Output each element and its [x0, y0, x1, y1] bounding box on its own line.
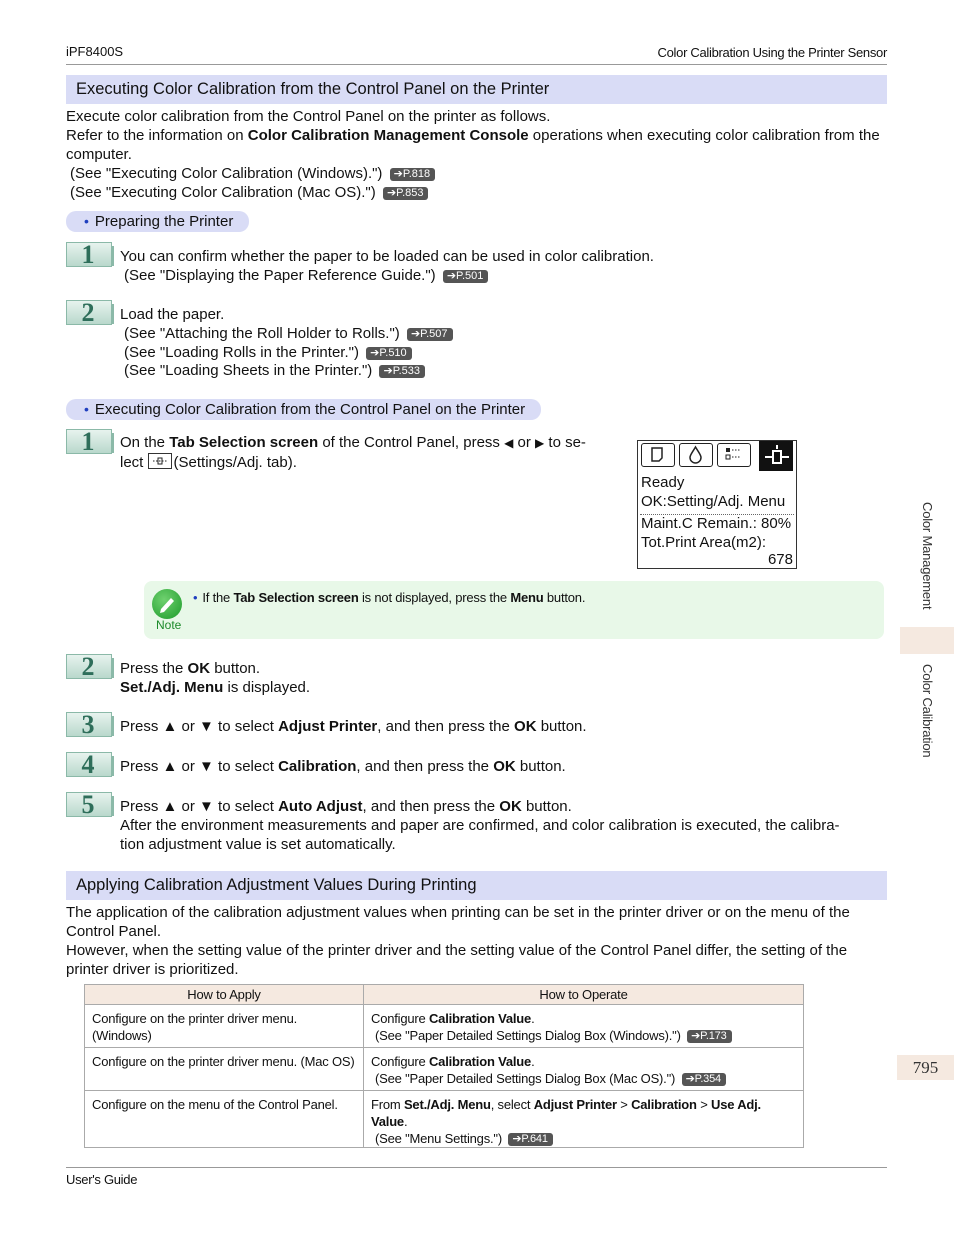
- table-ref[interactable]: [371, 1130, 796, 1147]
- bold-item: Calibration: [278, 758, 357, 775]
- ref-text: (See "Loading Sheets in the Printer."): [124, 362, 373, 379]
- paragraph-1: The application of the calibration adjustment values when printing can be set in the printer driver or on the menu of the Control Panel.: [66, 904, 850, 940]
- table-cell-operate: [364, 1005, 804, 1048]
- header-model: iPF8400S: [66, 44, 124, 59]
- section-title-applying: Applying Calibration Adjustment Values During Printing: [66, 871, 887, 900]
- text-run: >: [616, 1097, 632, 1112]
- step-2-text: [120, 659, 310, 697]
- bold-ok: OK: [499, 798, 522, 815]
- arrow-icon: ➔: [691, 1030, 701, 1042]
- text-run: If the: [202, 590, 234, 605]
- note-pencil-icon: [152, 589, 182, 619]
- ref-paper-guide[interactable]: [124, 266, 488, 285]
- bold-item: Adjust Printer: [278, 718, 378, 735]
- right-arrow-icon: ▶: [535, 436, 545, 450]
- lcd-print-area-label: Tot.Print Area(m2):: [641, 534, 767, 551]
- settings-tab-icon: [148, 453, 172, 469]
- ref-windows[interactable]: [70, 164, 435, 183]
- text-run: button.: [210, 660, 261, 677]
- ref-text: (See "Paper Detailed Settings Dialog Box (Windows)."): [375, 1028, 681, 1043]
- text-run: button.: [536, 718, 587, 735]
- text-run: is not displayed, press the: [358, 590, 511, 605]
- job-tab-icon: [717, 443, 751, 467]
- text-run: From: [371, 1097, 404, 1112]
- text-run: tion adjustment value is set automatically.: [120, 836, 396, 853]
- ref-loading-rolls[interactable]: [124, 343, 412, 362]
- text-run: , select: [490, 1097, 534, 1112]
- bold-item: Use Adj. Value: [371, 1097, 761, 1129]
- table-cell-apply: Configure on the printer driver menu. (Windows): [85, 1005, 364, 1048]
- bold-ok: OK: [493, 758, 516, 775]
- table-header-row: [85, 985, 804, 1005]
- column-header: How to Apply: [85, 985, 364, 1005]
- control-panel-display: [637, 440, 797, 569]
- step-number: 2: [66, 654, 112, 679]
- page-ref: P.501: [456, 270, 484, 282]
- step-number: 1: [66, 242, 112, 267]
- text-run: (Settings/Adj. tab).: [173, 454, 297, 471]
- bold-ok: OK: [514, 718, 537, 735]
- subsection-executing: [66, 399, 541, 420]
- ref-text: (See "Loading Rolls in the Printer."): [124, 344, 359, 361]
- page-link-pill[interactable]: [687, 1030, 731, 1043]
- page-link-pill[interactable]: [443, 270, 489, 283]
- text-run: Press ▲ or ▼ to select: [120, 758, 279, 775]
- text-run: lect: [120, 454, 148, 471]
- left-arrow-icon: ◀: [504, 436, 514, 450]
- ref-loading-sheets[interactable]: [124, 361, 425, 380]
- step-3-text: [120, 717, 587, 736]
- calibration-apply-table: [84, 984, 804, 1148]
- table-cell-operate: [364, 1048, 804, 1091]
- arrow-icon: ➔: [393, 168, 403, 180]
- bullet-icon: •: [84, 401, 89, 417]
- text-run: or: [513, 434, 536, 451]
- step-number: 3: [66, 712, 112, 737]
- lcd-maint-remain: Maint.C Remain.: 80%: [641, 515, 792, 532]
- page-ref: P.818: [402, 168, 431, 180]
- step-text: Load the paper.: [120, 306, 225, 323]
- text-run: is displayed.: [223, 679, 311, 696]
- text-run: , and then press the: [377, 718, 515, 735]
- text-run: Press ▲ or ▼ to select: [120, 718, 279, 735]
- subsection-title: Preparing the Printer: [94, 213, 234, 230]
- page-ref: P.641: [521, 1133, 548, 1145]
- note-text: [193, 590, 585, 606]
- page-link-pill[interactable]: [407, 328, 453, 341]
- bold-item: Set./Adj. Menu: [403, 1097, 491, 1112]
- bullet-icon: •: [193, 590, 198, 605]
- arrow-icon: ➔: [410, 328, 421, 340]
- table-row: [85, 1005, 804, 1048]
- page-ref: P.507: [420, 328, 448, 340]
- page-link-pill[interactable]: [508, 1133, 552, 1146]
- ref-mac[interactable]: [70, 183, 428, 202]
- side-tab-color-calibration[interactable]: Color Calibration: [920, 664, 935, 758]
- arrow-icon: ➔: [383, 365, 393, 377]
- intro-line-1: Execute color calibration from the Control Panel on the printer as follows.: [66, 108, 551, 125]
- text-run: >: [696, 1097, 712, 1112]
- side-tab-marker: [900, 627, 954, 654]
- arrow-icon: ➔: [446, 270, 457, 282]
- lcd-menu-hint: OK:Setting/Adj. Menu: [641, 493, 786, 510]
- footer-divider: [66, 1167, 887, 1168]
- ref-text: (See "Executing Color Calibration (Mac OS)."): [70, 184, 376, 201]
- page-link-pill[interactable]: [682, 1073, 726, 1086]
- intro-bold-console: Color Calibration Management Console: [247, 127, 529, 144]
- bold-tab-selection: Tab Selection screen: [233, 590, 359, 605]
- bullet-icon: •: [84, 213, 89, 229]
- page-ref: P.510: [379, 347, 407, 359]
- text-run: to se-: [544, 434, 586, 451]
- table-cell-apply: Configure on the printer driver menu. (Mac OS): [85, 1048, 364, 1091]
- bold-item: Auto Adjust: [278, 798, 363, 815]
- ref-text: (See "Executing Color Calibration (Windows)."): [70, 165, 383, 182]
- text-run: of the Control Panel, press: [318, 434, 505, 451]
- arrow-icon: ➔: [370, 347, 380, 359]
- step-4-text: [120, 757, 566, 776]
- text-run: Configure: [371, 1011, 429, 1026]
- step-number: 1: [66, 429, 112, 454]
- lcd-tab-bar: [638, 441, 796, 471]
- footer-title: User's Guide: [66, 1172, 138, 1187]
- bold-item: Calibration Value: [428, 1011, 532, 1026]
- text-run: button.: [515, 758, 566, 775]
- column-header: How to Operate: [364, 985, 804, 1005]
- intro-line-2-post: operations when executing color calibration from the computer.: [66, 127, 880, 163]
- lcd-print-area-value: 678: [767, 551, 793, 568]
- arrow-icon: ➔: [512, 1133, 522, 1145]
- ink-tab-icon: [679, 443, 713, 467]
- text-run: .: [403, 1114, 408, 1129]
- arrow-icon: ➔: [685, 1073, 695, 1085]
- page-ref: P.853: [396, 187, 424, 199]
- bold-ok: OK: [187, 660, 211, 677]
- bold-menu: Menu: [510, 590, 544, 605]
- text-run: After the environment measurements and paper are confirmed, and color calibration is executed, the calibra-: [120, 817, 840, 834]
- step-number: 4: [66, 752, 112, 777]
- ref-roll-holder[interactable]: [124, 324, 453, 343]
- table-cell-operate: [364, 1091, 804, 1148]
- text-run: , and then press the: [356, 758, 494, 775]
- text-run: Press the: [120, 660, 188, 677]
- section-title-executing: Executing Color Calibration from the Control Panel on the Printer: [66, 75, 887, 104]
- bold-tab-selection: Tab Selection screen: [169, 434, 319, 451]
- page-ref: P.173: [700, 1030, 727, 1042]
- text-run: , and then press the: [362, 798, 500, 815]
- bold-item: Calibration: [631, 1097, 697, 1112]
- note-label: Note: [156, 618, 182, 632]
- paragraph-2: However, when the setting value of the printer driver and the setting value of the Control Panel differ, the setting of the printer driver is prioritized.: [66, 942, 848, 978]
- section2-paragraph: [66, 903, 888, 979]
- arrow-icon: ➔: [386, 187, 397, 199]
- settings-tab-selected-icon: [759, 441, 793, 471]
- header-divider: [66, 64, 887, 65]
- intro-paragraph: [66, 107, 888, 164]
- text-run: Press ▲ or ▼ to select: [120, 798, 279, 815]
- subsection-preparing: [66, 211, 249, 232]
- subsection-title: Executing Color Calibration from the Control Panel on the Printer: [94, 401, 526, 418]
- page-link-pill[interactable]: [366, 347, 412, 360]
- page-ref: P.354: [694, 1073, 721, 1085]
- page-ref: P.533: [392, 365, 421, 377]
- step-1-text: [120, 433, 586, 472]
- ref-text: (See "Paper Detailed Settings Dialog Box (Mac OS)."): [375, 1071, 676, 1086]
- page-number: 795: [897, 1055, 954, 1080]
- text-run: button.: [543, 590, 586, 605]
- intro-line-2-pre: Refer to the information on: [66, 127, 248, 144]
- table-ref[interactable]: [371, 1070, 796, 1087]
- paper-tab-icon: [641, 443, 675, 467]
- step-number: 2: [66, 300, 112, 325]
- step-5-text: [120, 797, 840, 854]
- table-ref[interactable]: [371, 1027, 796, 1044]
- table-row: [85, 1048, 804, 1091]
- header-chapter: Color Calibration Using the Printer Sensor: [657, 45, 887, 60]
- step-text: You can confirm whether the paper to be loaded can be used in color calibration.: [120, 248, 654, 265]
- page-link-pill[interactable]: [379, 365, 425, 378]
- ref-text: (See "Menu Settings."): [375, 1131, 502, 1146]
- lcd-status: Ready: [641, 474, 685, 491]
- table-row: [85, 1091, 804, 1148]
- ref-text: (See "Attaching the Roll Holder to Rolls."): [124, 325, 400, 342]
- table-cell-apply: Configure on the menu of the Control Panel.: [85, 1091, 364, 1148]
- ref-text: (See "Displaying the Paper Reference Guide."): [124, 267, 436, 284]
- bold-item: Calibration Value: [428, 1054, 532, 1069]
- side-tab-color-management[interactable]: Color Management: [920, 502, 935, 610]
- page-link-pill[interactable]: [383, 187, 429, 200]
- text-run: Configure: [371, 1054, 429, 1069]
- bold-menu-name: Set./Adj. Menu: [120, 679, 224, 696]
- text-run: .: [531, 1011, 535, 1026]
- bold-item: Adjust Printer: [533, 1097, 617, 1112]
- step-number: 5: [66, 792, 112, 817]
- text-run: button.: [521, 798, 572, 815]
- page-link-pill[interactable]: [390, 168, 436, 181]
- text-run: .: [531, 1054, 535, 1069]
- text-run: On the: [120, 434, 170, 451]
